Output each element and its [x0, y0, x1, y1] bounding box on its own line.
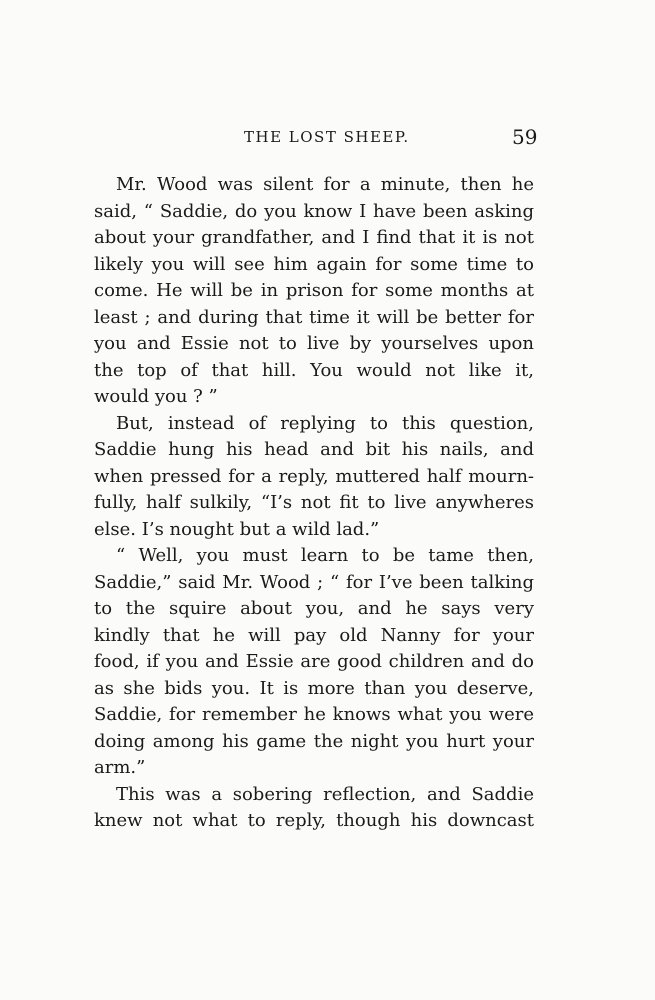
text-line: Saddie hung his head and bit his nails, and	[94, 439, 534, 460]
text-line: to the squire about you, and he says very	[94, 598, 534, 619]
text-line: least ; and during that time it will be better for	[94, 306, 534, 328]
text-line: else. I’s nought but a wild lad.”	[94, 518, 380, 540]
text-line: the top of that hill. You would not like it,	[94, 359, 534, 381]
text-line: as she bids you. It is more than you deserve,	[94, 677, 534, 699]
text-line: knew not what to reply, though his downcast	[94, 810, 534, 831]
text-line: said, “ Saddie, do you know I have been asking	[94, 200, 534, 222]
text-line: arm.”	[94, 757, 146, 778]
text-line: when pressed for a reply, muttered half mourn-	[94, 465, 534, 487]
text-line: Saddie, for remember he knows what you were	[94, 704, 534, 725]
page-number: 59	[512, 125, 538, 149]
text-line: doing among his game the night you hurt your	[94, 730, 534, 752]
page-header	[0, 125, 655, 152]
text-line: about your grandfather, and I find that it is not	[94, 227, 534, 248]
text-line: would you ? ”	[94, 386, 218, 407]
text-line: you and Essie not to live by yourselves upon	[94, 333, 534, 354]
text-line: This was a sobering reflection, and Saddie	[116, 783, 534, 805]
running-head: THE LOST SHEEP.	[244, 128, 410, 146]
body-text	[94, 172, 534, 835]
text-line: likely you will see him again for some time to	[94, 253, 534, 275]
text-line: Mr. Wood was silent for a minute, then he	[116, 174, 534, 195]
text-line: kindly that he will pay old Nanny for your	[94, 624, 534, 646]
text-line: come. He will be in prison for some months at	[94, 280, 534, 301]
text-line: food, if you and Essie are good children and do	[94, 651, 534, 672]
text-line: Saddie,” said Mr. Wood ; “ for I’ve been talking	[94, 571, 534, 593]
text-line: “ Well, you must learn to be tame then,	[116, 545, 534, 566]
text-line: fully, half sulkily, “I’s not fit to live anywheres	[94, 492, 534, 513]
text-line: But, instead of replying to this question,	[116, 412, 534, 434]
